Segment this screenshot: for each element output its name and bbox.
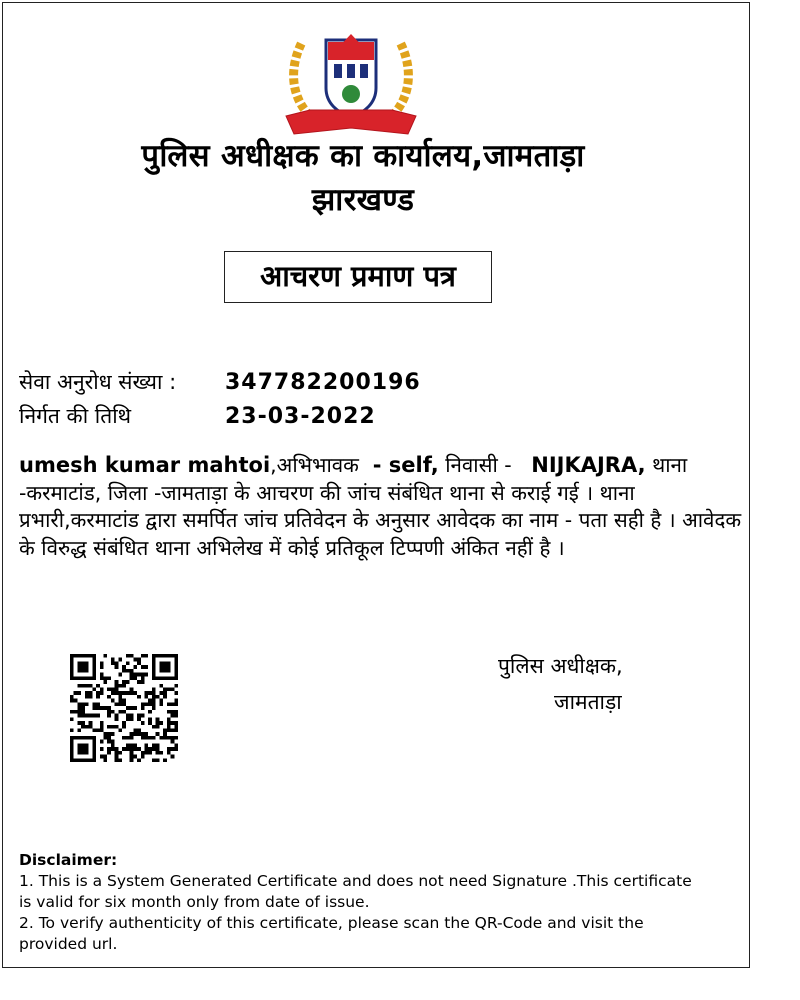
- jharkhand-police-emblem: [280, 18, 422, 144]
- disclaimer-line-2: 2. To verify authenticity of this certificate, please scan the QR-Code and visit the provided url.: [19, 914, 644, 953]
- disclaimer: [19, 850, 709, 955]
- statement-text: थाना -करमाटांड, जिला -जामताड़ा के आचरण की जांच संबंधित थाना से कराई गई । थाना प्रभारी,करमाटांड द्वारा समर्पित जांच प्रतिवेदन के अनुसार आवेदक का नाम - पता सही है । आवेदक के विरुद्ध संबंधित थाना अभिलेख में कोई प्रतिकूल टिप्पणी अंकित नहीं है ।: [19, 453, 742, 560]
- applicant-name: umesh kumar mahtoi: [19, 453, 271, 477]
- disclaimer-line-1: 1. This is a System Generated Certificate and does not need Signature .This certificate is valid for six month only from date of issue.: [19, 872, 692, 911]
- service-request-label: सेवा अनुरोध संख्या :: [19, 370, 177, 394]
- service-request-number: 347782200196: [225, 370, 421, 395]
- certificate-title: आचरण प्रमाण पत्र: [224, 251, 492, 303]
- emblem-motto: सेवा ही लक्ष्य: [351, 24, 356, 25]
- signatory-designation: पुलिस अधीक्षक,: [498, 654, 623, 678]
- service-request-row: [19, 368, 421, 396]
- issue-date-label: निर्गत की तिथि: [19, 404, 132, 428]
- state-title: झारखण्ड: [311, 182, 415, 218]
- qr-code-icon[interactable]: [70, 654, 178, 762]
- resident-label: निवासी -: [438, 453, 512, 477]
- conduct-statement: [19, 452, 745, 562]
- disclaimer-heading: Disclaimer:: [19, 851, 118, 869]
- guardian-label: ,अभिभावक: [270, 453, 359, 477]
- resident-value: NIJKAJRA,: [531, 453, 646, 477]
- issue-date-value: 23-03-2022: [225, 404, 376, 429]
- signatory-district: जामताड़ा: [554, 690, 622, 714]
- issue-date-row: [19, 402, 376, 430]
- guardian-value: - self,: [365, 453, 439, 477]
- office-title: पुलिस अधीक्षक का कार्यालय,जामताड़ा: [141, 138, 585, 174]
